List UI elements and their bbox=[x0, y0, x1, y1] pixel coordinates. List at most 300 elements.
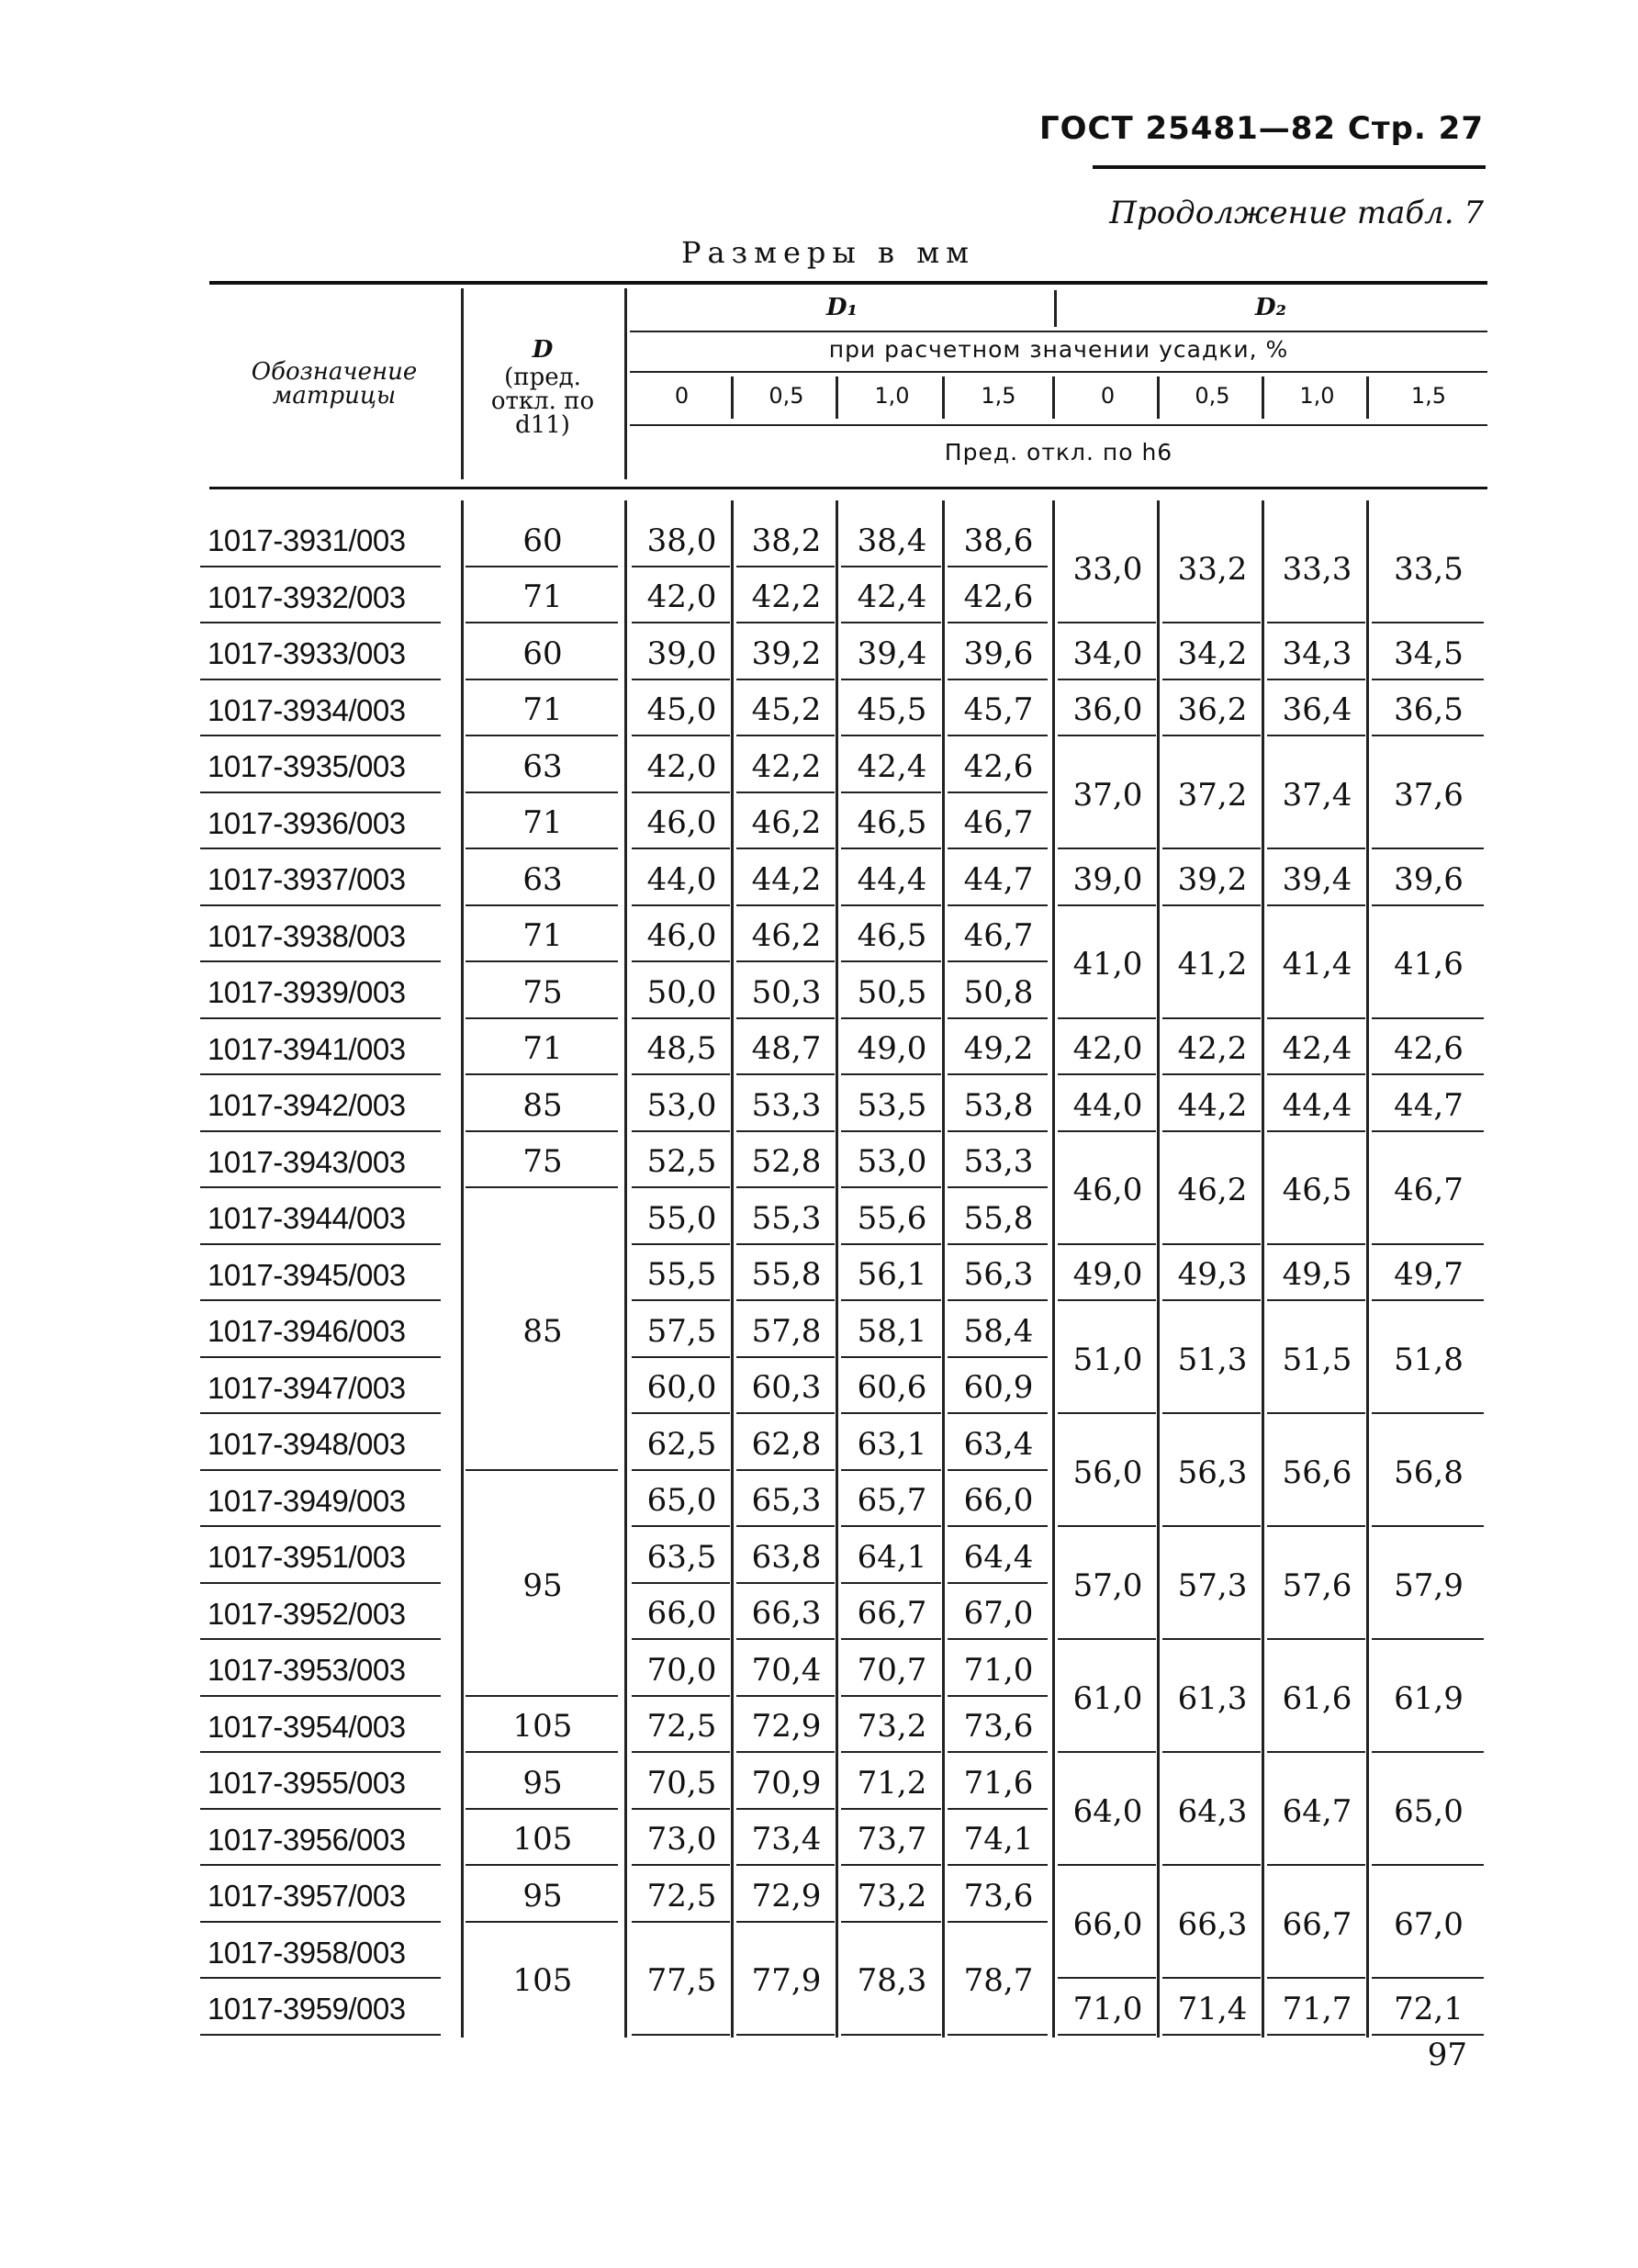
cell-underline bbox=[1162, 904, 1261, 906]
cell-underline bbox=[1058, 1243, 1156, 1245]
d2-value: 56,3 bbox=[1177, 1454, 1248, 1491]
d2-value: 34,3 bbox=[1282, 634, 1352, 672]
table-row-designation: 1017-3938/003 bbox=[208, 918, 406, 953]
table-row-designation: 1017-3951/003 bbox=[208, 1540, 406, 1574]
d1-value: 64,1 bbox=[857, 1538, 927, 1576]
cell-underline bbox=[841, 679, 941, 680]
row-underline bbox=[200, 904, 441, 906]
cell-underline bbox=[948, 960, 1048, 962]
d2-value: 51,8 bbox=[1394, 1341, 1464, 1378]
row-underline bbox=[200, 2034, 441, 2036]
cell-underline bbox=[948, 1582, 1048, 1584]
d-value: 105 bbox=[512, 1962, 573, 1999]
cell-underline bbox=[948, 566, 1048, 567]
d1-value: 48,7 bbox=[751, 1030, 822, 1068]
cell-underline bbox=[632, 904, 730, 906]
cell-underline bbox=[1372, 1073, 1484, 1075]
d2-value: 72,1 bbox=[1394, 1990, 1464, 2027]
cell-underline bbox=[466, 1186, 618, 1188]
cell-underline bbox=[736, 1412, 835, 1414]
header-vline-sub bbox=[731, 376, 734, 419]
d1-value: 45,0 bbox=[646, 691, 717, 729]
d2-value: 64,7 bbox=[1282, 1792, 1352, 1830]
d2-value: 37,2 bbox=[1177, 776, 1248, 814]
d1-value: 66,0 bbox=[646, 1595, 717, 1633]
cell-underline bbox=[1162, 1130, 1261, 1132]
cell-underline bbox=[841, 1695, 941, 1697]
cell-underline bbox=[1162, 1525, 1261, 1527]
d1-value: 70,0 bbox=[646, 1651, 717, 1689]
row-underline bbox=[200, 1751, 441, 1753]
cell-underline bbox=[736, 1299, 835, 1301]
cell-underline bbox=[1058, 1751, 1156, 1753]
cell-underline bbox=[736, 1638, 835, 1640]
d1-value: 73,0 bbox=[646, 1821, 717, 1858]
d1-value: 46,0 bbox=[646, 917, 717, 955]
d-value: 85 bbox=[522, 1312, 563, 1350]
d1-value: 63,5 bbox=[646, 1538, 717, 1576]
d1-value: 49,0 bbox=[857, 1030, 927, 1068]
cell-underline bbox=[466, 1017, 618, 1019]
cell-underline bbox=[1058, 1073, 1156, 1075]
cell-underline bbox=[632, 1073, 730, 1075]
table-row-designation: 1017-3946/003 bbox=[208, 1314, 406, 1348]
cell-underline bbox=[632, 1638, 730, 1640]
d2-value: 39,6 bbox=[1394, 860, 1464, 898]
cell-underline bbox=[1372, 1977, 1484, 1979]
page-number: 97 bbox=[1427, 2037, 1467, 2073]
row-underline bbox=[200, 1977, 441, 1979]
cell-underline bbox=[632, 1412, 730, 1414]
d1-value: 73,2 bbox=[857, 1708, 927, 1746]
d1-value: 42,4 bbox=[857, 578, 927, 616]
row-underline bbox=[200, 622, 441, 623]
cell-underline bbox=[1162, 679, 1261, 680]
cell-underline bbox=[1267, 679, 1365, 680]
d1-value: 53,3 bbox=[751, 1086, 822, 1124]
d1-value: 58,1 bbox=[857, 1312, 927, 1350]
d1-value: 46,5 bbox=[857, 804, 927, 842]
d2-value: 66,3 bbox=[1177, 1905, 1248, 1943]
d1-value: 73,2 bbox=[857, 1877, 927, 1914]
cell-underline bbox=[632, 1808, 730, 1810]
header-vline-3 bbox=[1054, 290, 1057, 327]
cell-underline bbox=[841, 566, 941, 567]
d2-value: 51,5 bbox=[1282, 1341, 1352, 1378]
cell-underline bbox=[948, 1299, 1048, 1301]
d2-value: 67,0 bbox=[1394, 1905, 1464, 1943]
row-underline bbox=[200, 679, 441, 680]
d2-value: 46,7 bbox=[1394, 1172, 1464, 1208]
cell-underline bbox=[841, 1073, 941, 1075]
d1-value: 46,0 bbox=[646, 804, 717, 842]
d2-value: 34,5 bbox=[1394, 634, 1464, 672]
cell-underline bbox=[841, 1469, 941, 1471]
cell-underline bbox=[1162, 1638, 1261, 1640]
d-value: 75 bbox=[522, 973, 563, 1011]
d2-value: 44,4 bbox=[1282, 1086, 1352, 1124]
d1-value: 60,0 bbox=[646, 1369, 717, 1407]
d1-value: 73,6 bbox=[963, 1708, 1034, 1746]
tolerance-header: Пред. откл. по h6 bbox=[944, 439, 1173, 466]
d2-value: 57,0 bbox=[1072, 1566, 1143, 1604]
header-rule bbox=[1093, 165, 1486, 169]
cell-underline bbox=[1372, 1638, 1484, 1640]
cell-underline bbox=[841, 1582, 941, 1584]
d2-value: 42,6 bbox=[1394, 1030, 1464, 1068]
header-vline-sub bbox=[1366, 376, 1369, 419]
cell-underline bbox=[1058, 1977, 1156, 1979]
row-underline bbox=[200, 1525, 441, 1527]
d1-value: 63,1 bbox=[857, 1425, 927, 1463]
d2-value: 36,4 bbox=[1282, 691, 1352, 729]
table-row-designation: 1017-3955/003 bbox=[208, 1766, 406, 1800]
cell-underline bbox=[736, 1751, 835, 1753]
d1-value: 42,4 bbox=[857, 747, 927, 785]
table-row-designation: 1017-3939/003 bbox=[208, 975, 406, 1009]
d2-value: 61,0 bbox=[1072, 1679, 1143, 1717]
cell-underline bbox=[466, 1751, 618, 1753]
cell-underline bbox=[1162, 735, 1261, 736]
cell-underline bbox=[1162, 1299, 1261, 1301]
row-underline bbox=[200, 1638, 441, 1640]
row-underline bbox=[200, 792, 441, 793]
d1-value: 63,8 bbox=[751, 1538, 822, 1576]
d2-value: 61,6 bbox=[1282, 1679, 1352, 1717]
d2-value: 37,6 bbox=[1394, 776, 1464, 814]
table-continuation-label: Продолжение табл. 7 bbox=[1109, 195, 1484, 231]
cell-underline bbox=[632, 1921, 730, 1923]
cell-underline bbox=[736, 1921, 835, 1923]
shrinkage-value: 0,5 bbox=[1195, 383, 1230, 409]
d1-value: 38,0 bbox=[646, 522, 717, 559]
row-underline bbox=[200, 1356, 441, 1358]
body-vline bbox=[1366, 500, 1369, 2038]
d1-value: 56,1 bbox=[857, 1256, 927, 1294]
d1-value: 70,9 bbox=[751, 1764, 822, 1802]
cell-underline bbox=[466, 960, 618, 962]
table-row-designation: 1017-3956/003 bbox=[208, 1822, 406, 1857]
d2-value: 33,0 bbox=[1072, 550, 1143, 588]
d2-value: 34,2 bbox=[1177, 634, 1248, 672]
d1-value: 66,3 bbox=[751, 1595, 822, 1633]
cell-underline bbox=[1372, 1525, 1484, 1527]
cell-underline bbox=[841, 2034, 941, 2036]
cell-underline bbox=[1267, 1073, 1365, 1075]
d1-value: 42,6 bbox=[963, 747, 1034, 785]
cell-underline bbox=[948, 1130, 1048, 1132]
d-value: 105 bbox=[512, 1821, 573, 1858]
cell-underline bbox=[948, 1469, 1048, 1471]
cell-underline bbox=[632, 1356, 730, 1358]
cell-underline bbox=[1162, 848, 1261, 849]
cell-underline bbox=[948, 1186, 1048, 1188]
cell-underline bbox=[841, 1412, 941, 1414]
cell-underline bbox=[736, 679, 835, 680]
table-row-designation: 1017-3957/003 bbox=[208, 1879, 406, 1913]
d2-value: 42,2 bbox=[1177, 1030, 1248, 1068]
cell-underline bbox=[841, 622, 941, 623]
row-underline bbox=[200, 1130, 441, 1132]
cell-underline bbox=[1058, 1864, 1156, 1866]
d1-value: 62,5 bbox=[646, 1425, 717, 1463]
d2-value: 61,9 bbox=[1394, 1679, 1464, 1717]
cell-underline bbox=[948, 1751, 1048, 1753]
d2-value: 44,7 bbox=[1394, 1086, 1464, 1124]
d1-value: 53,3 bbox=[963, 1143, 1034, 1181]
d2-value: 46,5 bbox=[1282, 1172, 1352, 1208]
d2-value: 41,6 bbox=[1394, 946, 1464, 982]
cell-underline bbox=[841, 1921, 941, 1923]
d1-value: 46,2 bbox=[751, 917, 822, 955]
d-value: 75 bbox=[522, 1143, 563, 1181]
cell-underline bbox=[736, 792, 835, 793]
d1-value: 42,0 bbox=[646, 747, 717, 785]
cell-underline bbox=[948, 1638, 1048, 1640]
cell-underline bbox=[632, 1243, 730, 1245]
header-divider-2 bbox=[630, 371, 1487, 373]
cell-underline bbox=[1058, 735, 1156, 736]
cell-underline bbox=[466, 1073, 618, 1075]
d1-value: 55,5 bbox=[646, 1256, 717, 1294]
d1-value: 60,9 bbox=[963, 1369, 1034, 1407]
cell-underline bbox=[948, 1412, 1048, 1414]
d1-value: 66,0 bbox=[963, 1482, 1034, 1520]
d1-value: 45,7 bbox=[963, 691, 1034, 729]
cell-underline bbox=[736, 1469, 835, 1471]
cell-underline bbox=[1058, 848, 1156, 849]
standard-header: ГОСТ 25481—82 Стр. 27 bbox=[1038, 110, 1484, 147]
d1-value: 38,4 bbox=[857, 522, 927, 559]
d1-value: 44,0 bbox=[646, 860, 717, 898]
cell-underline bbox=[1058, 679, 1156, 680]
d2-value: 46,2 bbox=[1177, 1172, 1248, 1208]
cell-underline bbox=[736, 1356, 835, 1358]
body-vline bbox=[1052, 500, 1055, 2038]
d2-value: 44,0 bbox=[1072, 1086, 1143, 1124]
d1-value: 53,0 bbox=[646, 1086, 717, 1124]
d1-value: 55,6 bbox=[857, 1199, 927, 1237]
d1-value: 71,2 bbox=[857, 1764, 927, 1802]
d1-value: 53,8 bbox=[963, 1086, 1034, 1124]
cell-underline bbox=[1162, 1977, 1261, 1979]
d2-value: 42,4 bbox=[1282, 1030, 1352, 1068]
units-caption: Размеры в мм bbox=[681, 235, 975, 270]
d-value: 71 bbox=[522, 917, 563, 955]
table-row-designation: 1017-3959/003 bbox=[208, 1992, 406, 2026]
d1-value: 56,3 bbox=[963, 1256, 1034, 1294]
col-d-header bbox=[464, 338, 622, 437]
cell-underline bbox=[1267, 848, 1365, 849]
d2-value: 49,7 bbox=[1394, 1256, 1464, 1294]
d1-value: 39,4 bbox=[857, 634, 927, 672]
d1-value: 52,5 bbox=[646, 1143, 717, 1181]
shrinkage-value: 0 bbox=[674, 383, 690, 409]
cell-underline bbox=[632, 2034, 730, 2036]
d1-value: 72,9 bbox=[751, 1877, 822, 1914]
d1-value: 46,2 bbox=[751, 804, 822, 842]
d1-value: 65,3 bbox=[751, 1482, 822, 1520]
d-value: 105 bbox=[512, 1708, 573, 1746]
cell-underline bbox=[466, 622, 618, 623]
d1-value: 55,3 bbox=[751, 1199, 822, 1237]
d-value: 60 bbox=[522, 634, 563, 672]
cell-underline bbox=[948, 679, 1048, 680]
cell-underline bbox=[1267, 1130, 1365, 1132]
cell-underline bbox=[841, 1864, 941, 1866]
cell-underline bbox=[841, 1638, 941, 1640]
cell-underline bbox=[1162, 1073, 1261, 1075]
d1-value: 62,8 bbox=[751, 1425, 822, 1463]
cell-underline bbox=[632, 1130, 730, 1132]
cell-underline bbox=[1267, 1638, 1365, 1640]
d2-value: 49,0 bbox=[1072, 1256, 1143, 1294]
cell-underline bbox=[632, 1525, 730, 1527]
shrinkage-value: 0 bbox=[1100, 383, 1116, 409]
row-underline bbox=[200, 1299, 441, 1301]
table-row-designation: 1017-3941/003 bbox=[208, 1031, 406, 1066]
cell-underline bbox=[736, 1808, 835, 1810]
d-value: 85 bbox=[522, 1086, 563, 1124]
table-row-designation: 1017-3935/003 bbox=[208, 749, 406, 783]
d1-value: 49,2 bbox=[963, 1030, 1034, 1068]
cell-underline bbox=[736, 1525, 835, 1527]
d1-value: 64,4 bbox=[963, 1538, 1034, 1576]
cell-underline bbox=[1058, 1017, 1156, 1019]
d2-value: 41,0 bbox=[1072, 946, 1143, 982]
cell-underline bbox=[841, 1751, 941, 1753]
cell-underline bbox=[948, 1073, 1048, 1075]
cell-underline bbox=[1162, 2034, 1261, 2036]
cell-underline bbox=[1372, 1412, 1484, 1414]
cell-underline bbox=[466, 679, 618, 680]
d2-value: 44,2 bbox=[1177, 1086, 1248, 1124]
d-value: 71 bbox=[522, 578, 563, 616]
d1-value: 72,5 bbox=[646, 1708, 717, 1746]
cell-underline bbox=[632, 1017, 730, 1019]
cell-underline bbox=[1267, 1243, 1365, 1245]
d1-value: 50,3 bbox=[751, 973, 822, 1011]
cell-underline bbox=[1267, 1977, 1365, 1979]
table-row-designation: 1017-3953/003 bbox=[208, 1653, 406, 1687]
d1-value: 44,2 bbox=[751, 860, 822, 898]
cell-underline bbox=[948, 1356, 1048, 1358]
d-value: 95 bbox=[522, 1764, 563, 1802]
d1-value: 73,7 bbox=[857, 1821, 927, 1858]
cell-underline bbox=[736, 1017, 835, 1019]
d2-value: 64,3 bbox=[1177, 1792, 1248, 1830]
cell-underline bbox=[632, 1186, 730, 1188]
d1-value: 42,2 bbox=[751, 578, 822, 616]
d1-value: 66,7 bbox=[857, 1595, 927, 1633]
d1-value: 70,7 bbox=[857, 1651, 927, 1689]
shrinkage-header: при расчетном значении усадки, % bbox=[828, 336, 1289, 363]
d2-value: 37,0 bbox=[1072, 776, 1143, 814]
d1-value: 57,8 bbox=[751, 1312, 822, 1350]
cell-underline bbox=[466, 1695, 618, 1697]
d1-value: 77,5 bbox=[646, 1962, 717, 1999]
d1-value: 73,6 bbox=[963, 1877, 1034, 1914]
d1-value: 71,0 bbox=[963, 1651, 1034, 1689]
cell-underline bbox=[1267, 2034, 1365, 2036]
table-row-designation: 1017-3947/003 bbox=[208, 1370, 406, 1405]
table-row-designation: 1017-3954/003 bbox=[208, 1709, 406, 1744]
header-vline-sub bbox=[942, 376, 945, 419]
cell-underline bbox=[948, 1695, 1048, 1697]
d-value: 95 bbox=[522, 1877, 563, 1914]
cell-underline bbox=[1372, 848, 1484, 849]
cell-underline bbox=[1372, 2034, 1484, 2036]
table-row-designation: 1017-3949/003 bbox=[208, 1483, 406, 1518]
cell-underline bbox=[841, 735, 941, 736]
cell-underline bbox=[1058, 2034, 1156, 2036]
d1-value: 65,0 bbox=[646, 1482, 717, 1520]
table-row-designation: 1017-3942/003 bbox=[208, 1088, 406, 1122]
header-divider-1 bbox=[630, 331, 1487, 332]
d1-value: 58,4 bbox=[963, 1312, 1034, 1350]
cell-underline bbox=[466, 792, 618, 793]
col-d-tolerance: (пред. откл. по d11) bbox=[490, 364, 595, 439]
d1-value: 53,0 bbox=[857, 1143, 927, 1181]
d2-header: D₂ bbox=[1255, 294, 1286, 321]
cell-underline bbox=[841, 1130, 941, 1132]
body-vline bbox=[461, 500, 464, 2038]
cell-underline bbox=[736, 566, 835, 567]
col-d-label: D bbox=[532, 336, 554, 364]
d1-value: 46,7 bbox=[963, 917, 1034, 955]
cell-underline bbox=[736, 960, 835, 962]
cell-underline bbox=[1372, 1299, 1484, 1301]
cell-underline bbox=[466, 566, 618, 567]
d1-value: 50,5 bbox=[857, 973, 927, 1011]
header-bottom-rule bbox=[209, 487, 1487, 489]
cell-underline bbox=[1267, 735, 1365, 736]
d1-value: 70,4 bbox=[751, 1651, 822, 1689]
d1-value: 57,5 bbox=[646, 1312, 717, 1350]
cell-underline bbox=[736, 2034, 835, 2036]
cell-underline bbox=[466, 735, 618, 736]
cell-underline bbox=[948, 1525, 1048, 1527]
cell-underline bbox=[948, 1921, 1048, 1923]
cell-underline bbox=[948, 1243, 1048, 1245]
shrinkage-value: 1,5 bbox=[1410, 383, 1447, 409]
d2-value: 57,6 bbox=[1282, 1566, 1352, 1604]
cell-underline bbox=[841, 1525, 941, 1527]
cell-underline bbox=[1372, 1751, 1484, 1753]
d2-value: 39,0 bbox=[1072, 860, 1143, 898]
d1-value: 72,9 bbox=[751, 1708, 822, 1746]
d2-value: 36,0 bbox=[1072, 691, 1143, 729]
cell-underline bbox=[1058, 622, 1156, 623]
d-value: 63 bbox=[522, 860, 563, 898]
table-row-designation: 1017-3931/003 bbox=[208, 523, 406, 557]
d1-header: D₁ bbox=[826, 294, 858, 321]
d1-value: 53,5 bbox=[857, 1086, 927, 1124]
cell-underline bbox=[736, 848, 835, 849]
d1-value: 42,0 bbox=[646, 578, 717, 616]
cell-underline bbox=[1058, 1525, 1156, 1527]
body-vline bbox=[1157, 500, 1160, 2038]
d2-value: 49,3 bbox=[1177, 1256, 1248, 1294]
header-vline-sub bbox=[836, 376, 838, 419]
d2-value: 42,0 bbox=[1072, 1030, 1143, 1068]
shrinkage-value: 0,5 bbox=[769, 383, 804, 409]
d2-value: 66,7 bbox=[1282, 1905, 1352, 1943]
cell-underline bbox=[1267, 1017, 1365, 1019]
cell-underline bbox=[1372, 622, 1484, 623]
d2-value: 56,8 bbox=[1394, 1454, 1464, 1491]
header-vline-sub bbox=[1052, 376, 1055, 419]
